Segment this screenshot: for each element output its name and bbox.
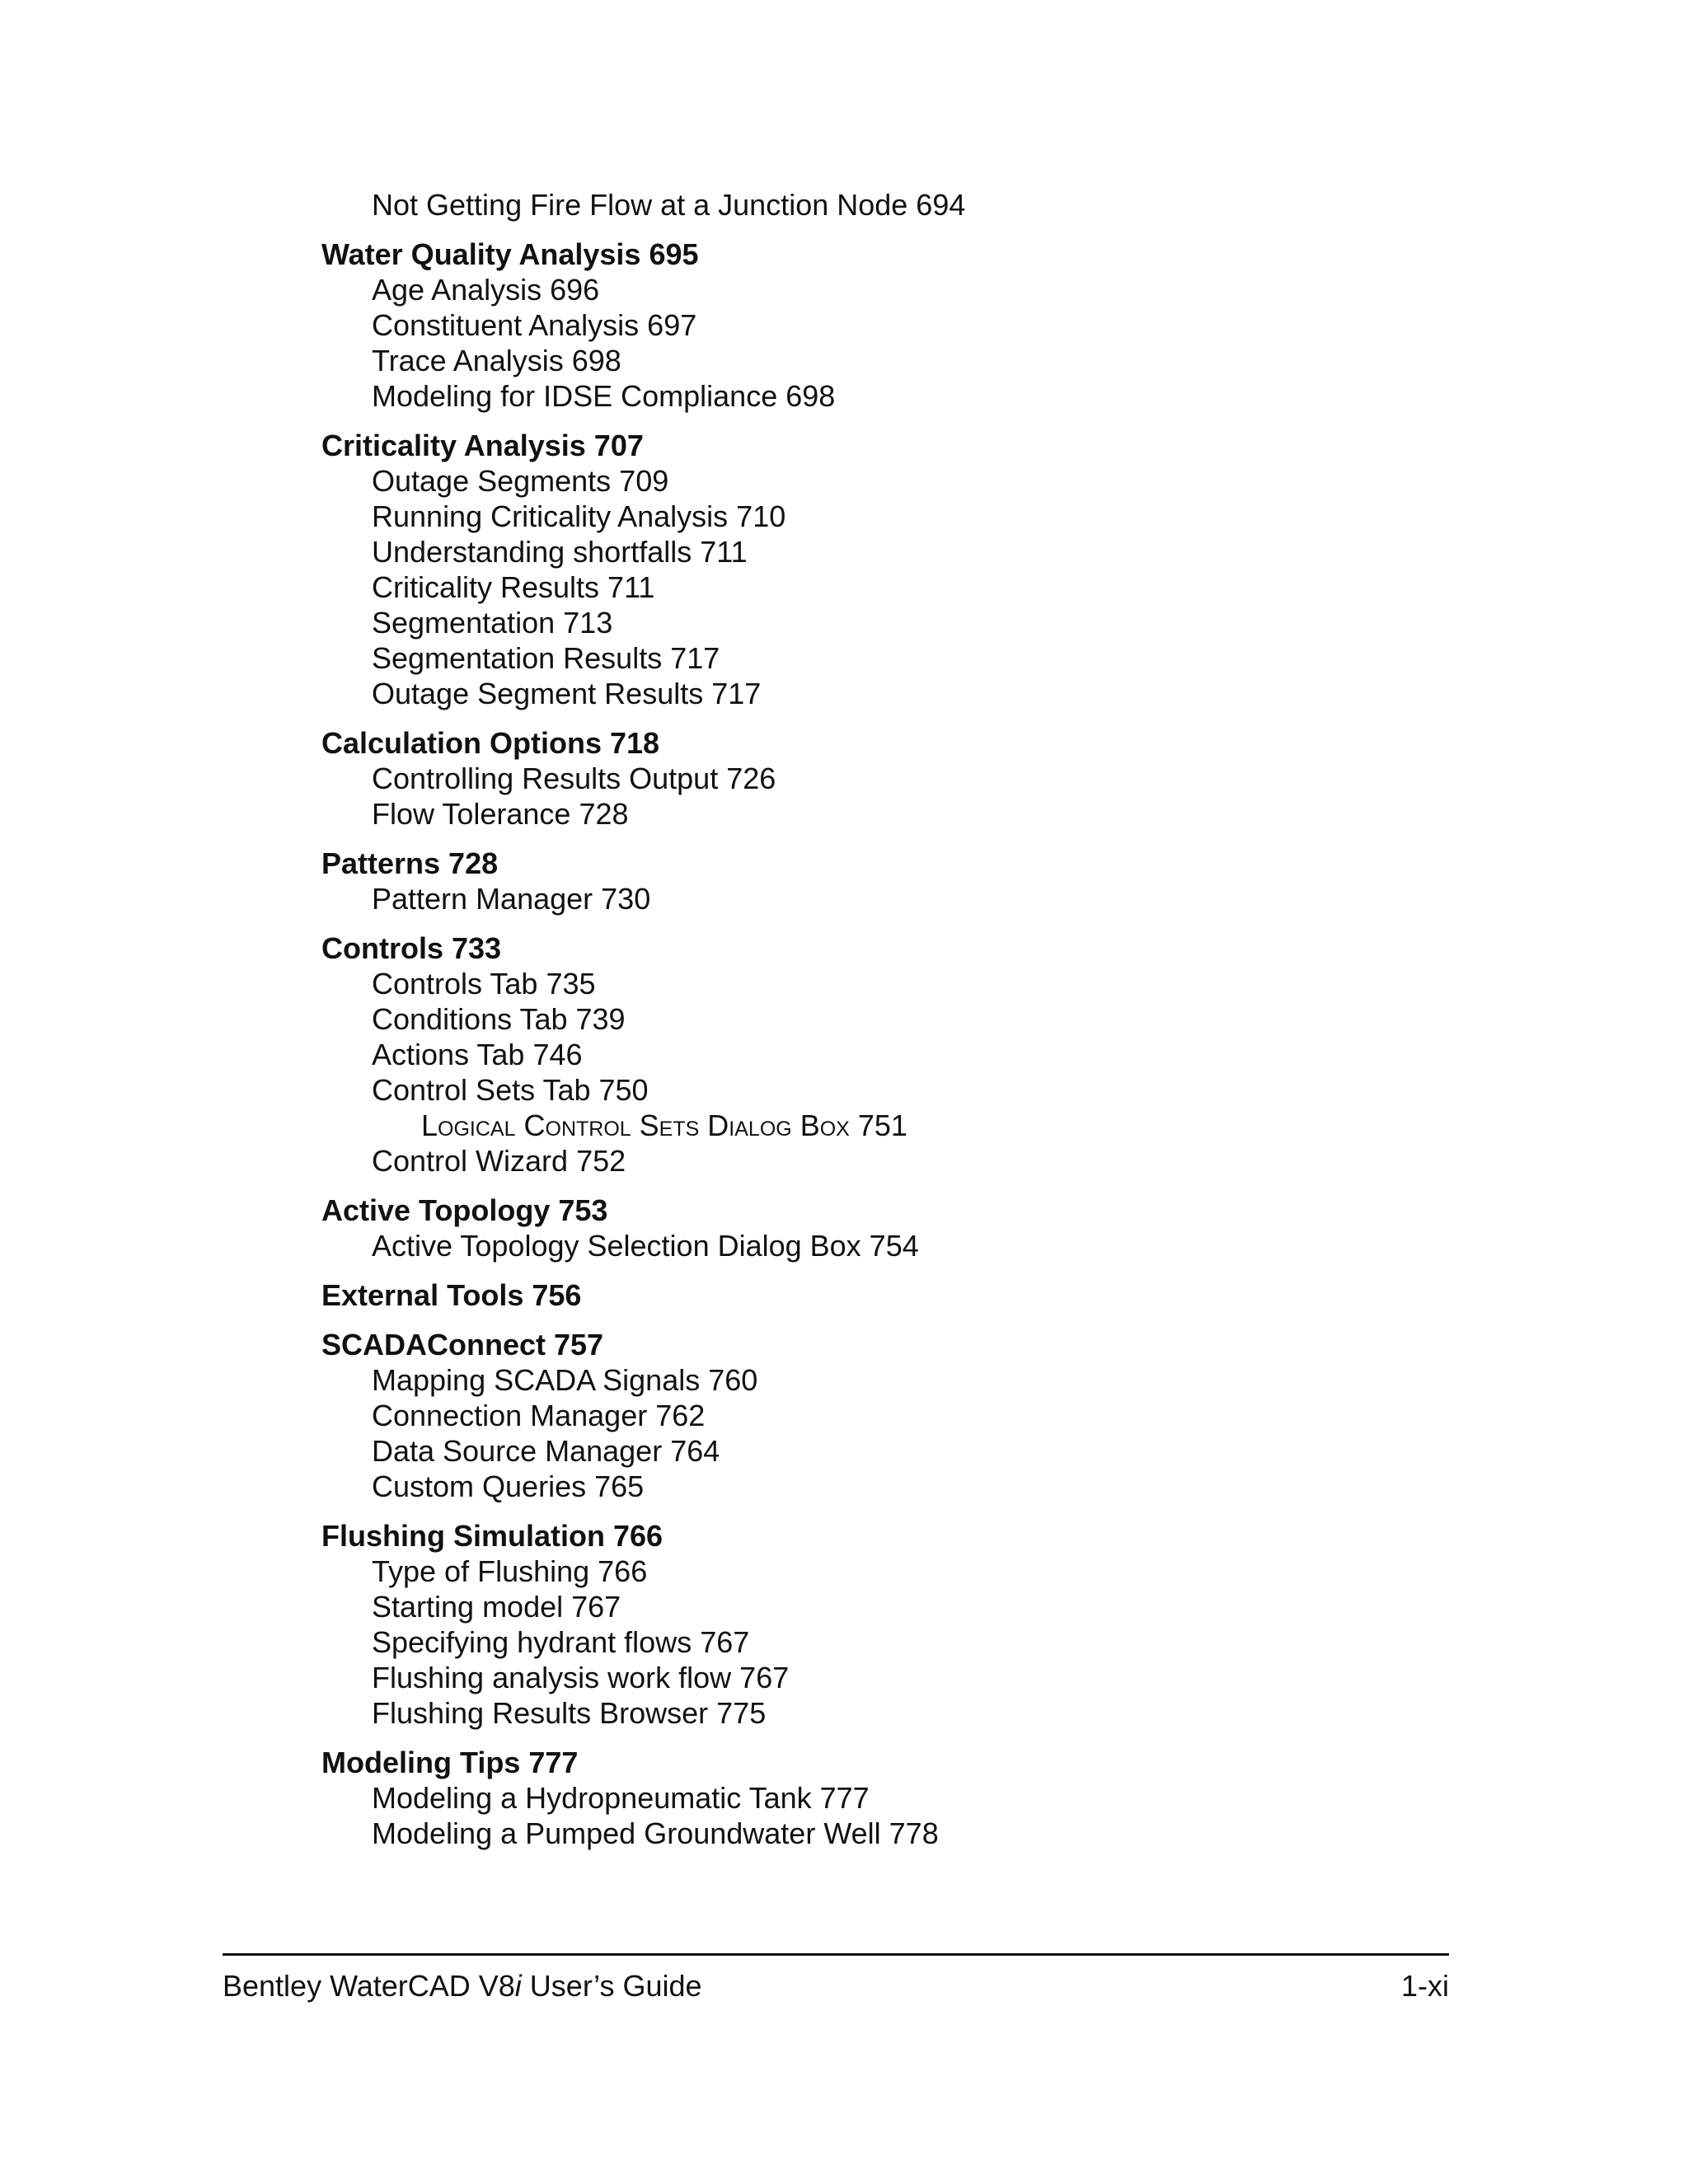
toc-entry: Conditions Tab 739: [372, 1002, 626, 1036]
footer-title-prefix: Bentley WaterCAD V8: [223, 1969, 515, 2003]
toc-entry: Criticality Results 711: [372, 570, 655, 604]
toc-entry: Outage Segments 709: [372, 464, 669, 498]
toc-entry: Custom Queries 765: [372, 1469, 645, 1503]
toc-entry: Specifying hydrant flows 767: [372, 1625, 750, 1659]
toc-entry: Trace Analysis 698: [372, 344, 621, 377]
toc-section-heading: Active Topology 753: [321, 1193, 608, 1227]
toc-section-heading: Flushing Simulation 766: [321, 1519, 663, 1553]
toc-entry: Segmentation 713: [372, 606, 613, 640]
toc-entry: Modeling a Hydropneumatic Tank 777: [372, 1781, 870, 1815]
toc-entry: Modeling for IDSE Compliance 698: [372, 379, 836, 413]
footer-title: [223, 1968, 702, 2004]
toc-entry: Active Topology Selection Dialog Box 754: [372, 1229, 919, 1263]
toc-entry: Controls Tab 735: [372, 967, 596, 1001]
toc-section-heading: Modeling Tips 777: [321, 1746, 579, 1779]
toc-entry: Outage Segment Results 717: [372, 677, 762, 710]
toc-entry: Actions Tab 746: [372, 1038, 583, 1071]
toc-entry: Mapping SCADA Signals 760: [372, 1363, 758, 1397]
footer-title-italic: i: [514, 1969, 522, 2003]
footer-page-number: 1-xi: [1400, 1969, 1449, 2003]
toc-entry: Flow Tolerance 728: [372, 797, 629, 831]
toc-section-heading: Patterns 728: [321, 846, 499, 880]
footer-divider: [223, 1953, 1449, 1956]
toc-entry: Segmentation Results 717: [372, 641, 720, 675]
toc-entry: Control Wizard 752: [372, 1144, 626, 1178]
toc-entry: Not Getting Fire Flow at a Junction Node 694: [372, 188, 966, 222]
toc-entry: Modeling a Pumped Groundwater Well 778: [372, 1816, 939, 1850]
toc-entry: Controlling Results Output 726: [372, 762, 776, 795]
toc-subentry: Logical Control Sets Dialog Box 751: [421, 1108, 907, 1142]
toc-entry: Pattern Manager 730: [372, 882, 651, 916]
toc-entry: Starting model 767: [372, 1590, 621, 1624]
toc-entry: Constituent Analysis 697: [372, 308, 697, 342]
toc-entry: Connection Manager 762: [372, 1399, 706, 1432]
toc-entry: Understanding shortfalls 711: [372, 535, 748, 569]
toc-entry: Control Sets Tab 750: [372, 1073, 649, 1107]
toc-entry: Type of Flushing 766: [372, 1554, 648, 1588]
footer-title-suffix: User’s Guide: [521, 1969, 702, 2003]
toc-entry: Flushing Results Browser 775: [372, 1696, 767, 1730]
toc-entry: Flushing analysis work flow 767: [372, 1661, 790, 1694]
toc-section-heading: SCADAConnect 757: [321, 1328, 604, 1361]
toc-section-heading: Water Quality Analysis 695: [321, 237, 699, 271]
toc-section-heading: External Tools 756: [321, 1278, 582, 1312]
toc-section-heading: Criticality Analysis 707: [321, 429, 644, 462]
toc-entry: Age Analysis 696: [372, 273, 600, 307]
toc-entry: Data Source Manager 764: [372, 1434, 720, 1468]
toc-section-heading: Calculation Options 718: [321, 726, 660, 760]
toc-section-heading: Controls 733: [321, 931, 502, 965]
toc-entry: Running Criticality Analysis 710: [372, 499, 786, 533]
